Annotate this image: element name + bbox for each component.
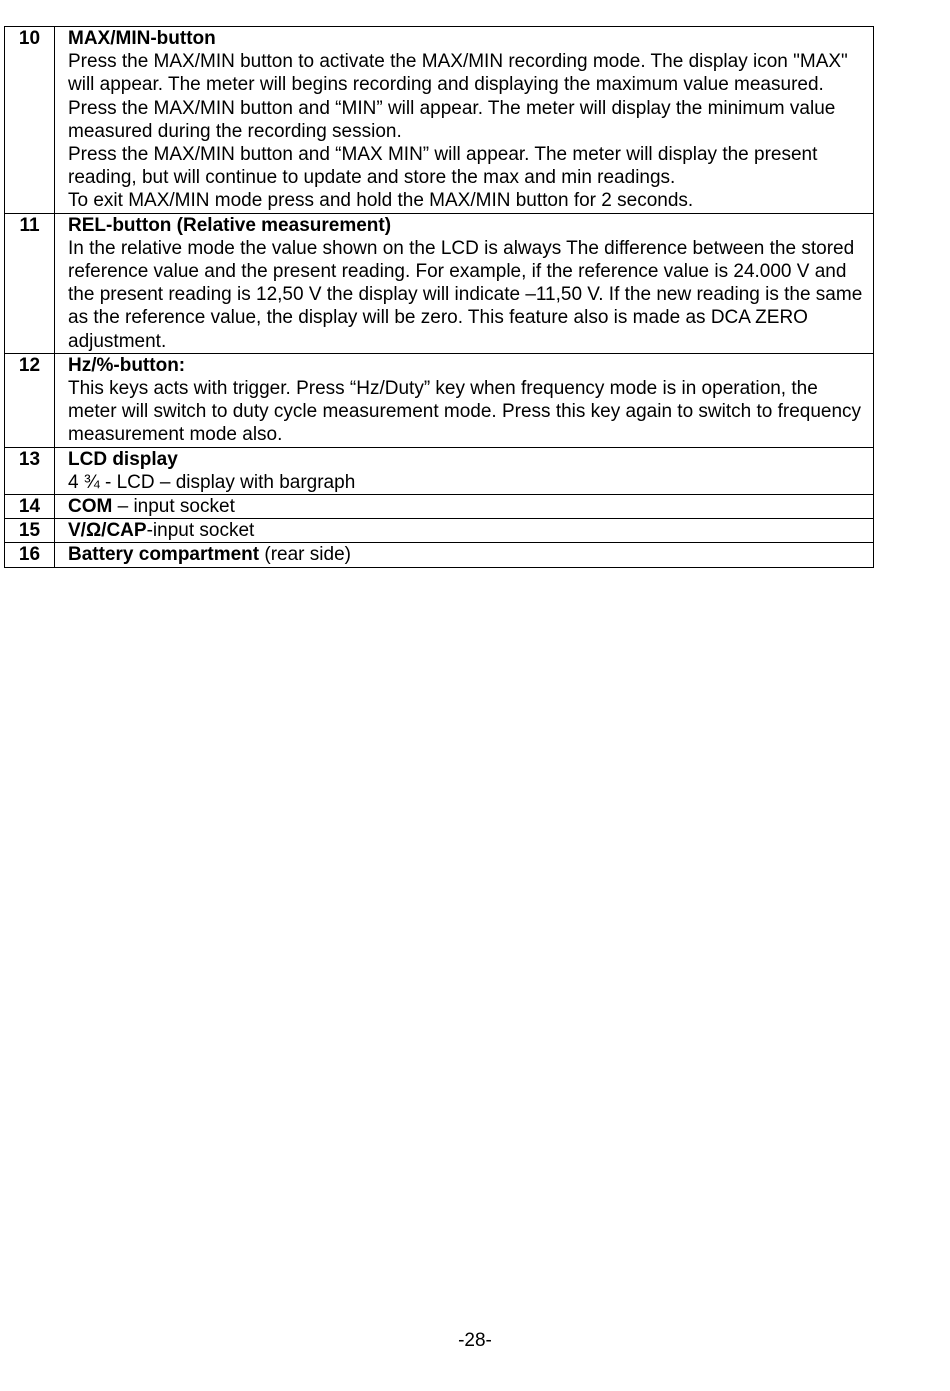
item-description xyxy=(55,27,874,214)
item-title: LCD display xyxy=(68,448,178,470)
item-text: 4 ¾ - LCD – display with bargraph xyxy=(68,471,356,493)
item-description xyxy=(55,495,874,519)
item-description xyxy=(55,213,874,353)
page-number: -28- xyxy=(458,1330,492,1351)
item-text: This keys acts with trigger. Press “Hz/Duty” key when frequency mode is in operation, the meter will switch to duty cycle measurement mode. Press this key again to switch to frequency measurement mode also. xyxy=(68,378,862,446)
item-text: To exit MAX/MIN mode press and hold the MAX/MIN button for 2 seconds. xyxy=(68,190,694,212)
item-number: 14 xyxy=(5,495,55,519)
item-title: Hz/%-button: xyxy=(68,354,186,376)
item-text: Press the MAX/MIN button and “MAX MIN” will appear. The meter will display the present reading, but will continue to update and store the max and min readings. xyxy=(68,144,818,189)
item-text: (rear side) xyxy=(259,544,351,566)
item-description xyxy=(55,519,874,543)
item-text: – input socket xyxy=(112,496,235,518)
table-row xyxy=(5,543,874,567)
table-row xyxy=(5,519,874,543)
item-number: 11 xyxy=(5,213,55,353)
item-text: -input socket xyxy=(146,520,255,542)
item-title: V/Ω/CAP xyxy=(68,520,147,542)
item-title: Battery compartment xyxy=(68,544,260,566)
item-number: 15 xyxy=(5,519,55,543)
item-description xyxy=(55,353,874,447)
table-row xyxy=(5,495,874,519)
item-number: 10 xyxy=(5,27,55,214)
table-row xyxy=(5,353,874,447)
item-text: In the relative mode the value shown on the LCD is always The difference between the stored reference value and the present reading. For example, if the reference value is 24.000 V and the present reading is 12,50 V the display will indicate –11,50 V. If the new reading is the same as the reference value, the display will be zero. This feature also is made as DCA ZERO adjustment. xyxy=(68,237,863,352)
table-row xyxy=(5,27,874,214)
item-title: MAX/MIN-button xyxy=(68,28,216,49)
item-number: 16 xyxy=(5,543,55,567)
item-text: Press the MAX/MIN button to activate the MAX/MIN recording mode. The display icon "MAX" will appear. The meter will begins recording and displaying the maximum value measured. xyxy=(68,51,848,96)
table-row xyxy=(5,213,874,353)
specification-table xyxy=(4,26,874,568)
item-title: COM xyxy=(68,496,113,518)
item-description xyxy=(55,543,874,567)
item-title: REL-button (Relative measurement) xyxy=(68,214,392,236)
item-number: 13 xyxy=(5,447,55,494)
item-description xyxy=(55,447,874,494)
item-text: Press the MAX/MIN button and “MIN” will appear. The meter will display the minimum value measured during the recording session. xyxy=(68,97,836,142)
table-row xyxy=(5,447,874,494)
item-number: 12 xyxy=(5,353,55,447)
